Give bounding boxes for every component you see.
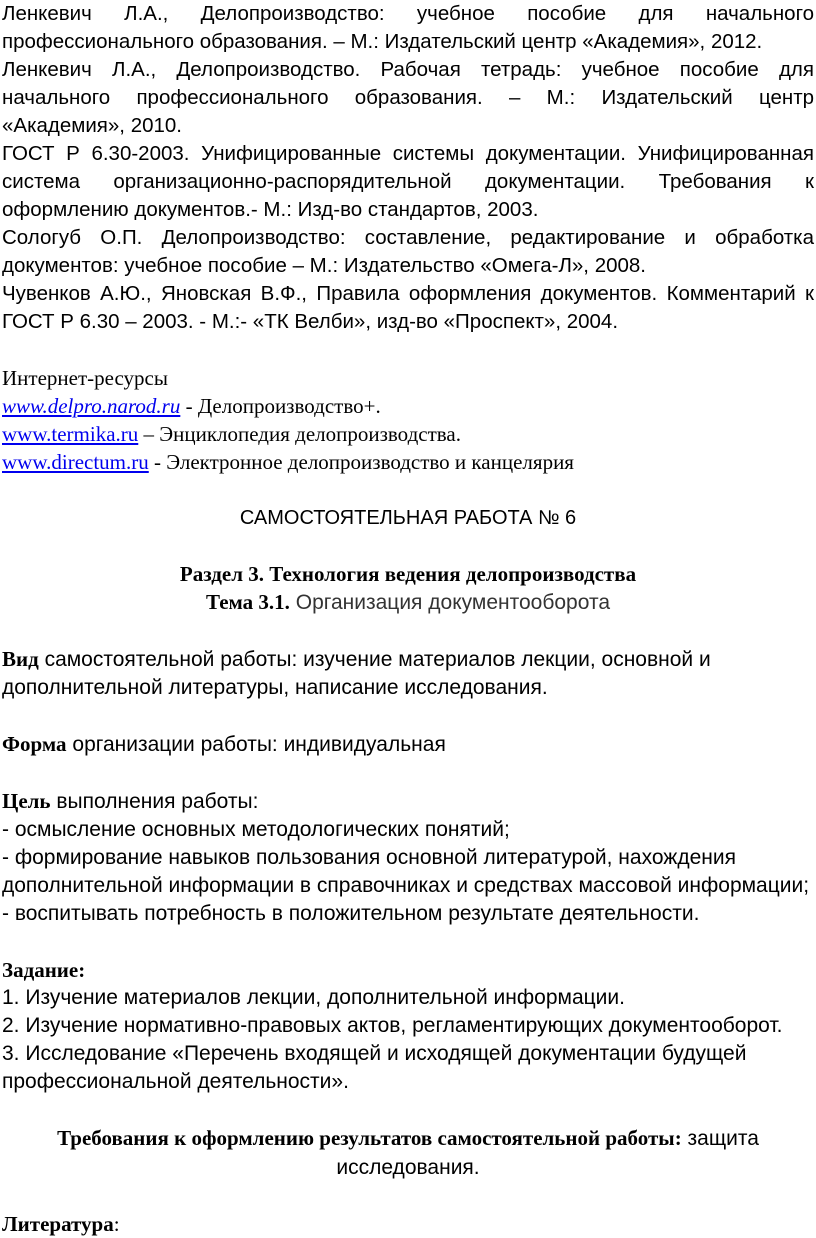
requirements-text: защита исследования. (336, 1127, 759, 1179)
spacer (2, 532, 814, 560)
topic-text: Организация документооборота (289, 591, 611, 614)
requirements-label: Требования к оформлению результатов самостоятельной работы: (57, 1126, 682, 1150)
section-text: Раздел 3. Технология ведения делопроизводства (179, 562, 637, 586)
literature-label: Литература (2, 1212, 114, 1236)
forma-paragraph (2, 730, 814, 759)
termika-link[interactable]: www.termika.ru (2, 422, 139, 446)
task-item-3: 3. Исследование «Перечень входящей и исходящей документации будущей профессиональной деятельности». (2, 1042, 747, 1093)
goal-item-1: - осмысление основных методологических понятий; (2, 818, 510, 841)
spacer (2, 336, 814, 364)
vid-label: Вид (2, 647, 39, 671)
vid-paragraph (2, 645, 814, 702)
goal-heading (2, 787, 814, 816)
goal-label: Цель (2, 789, 51, 813)
spacer (2, 1096, 814, 1124)
spacer (2, 759, 814, 787)
directum-desc: - Электронное делопроизводство и канцелярия (148, 450, 574, 474)
delpro-link[interactable]: www.delpro.narod.ru (2, 394, 181, 418)
reference-1: Ленкевич Л.А., Делопроизводство: учебное пособие для начального профессионального образования. – М.: Издательский центр «Академия», 2012. (2, 2, 814, 53)
internet-link-row-1 (2, 392, 814, 420)
task-heading (2, 956, 814, 984)
spacer (2, 1182, 814, 1210)
spacer (2, 928, 814, 956)
section-title (2, 560, 814, 588)
forma-text: организации работы: индивидуальная (66, 733, 446, 756)
internet-link-row-2 (2, 420, 814, 448)
goal-item-2: - формирование навыков пользования основной литературой, нахождения дополнительной информации в справочниках и средствах массовой информации; (2, 846, 810, 897)
task-item-2: 2. Изучение нормативно-правовых актов, регламентирующих документооборот. (2, 1014, 783, 1037)
requirements-paragraph (2, 1124, 814, 1182)
work-title: САМОСТОЯТЕЛЬНАЯ РАБОТА № 6 (239, 507, 577, 529)
topic-line (2, 588, 814, 617)
literature-heading (2, 1210, 814, 1238)
directum-link[interactable]: www.directum.ru (2, 450, 149, 474)
goal-text: выполнения работы: (50, 790, 259, 813)
delpro-desc: - Делопроизводство+. (180, 394, 381, 418)
task-item-1: 1. Изучение материалов лекции, дополнительной информации. (2, 986, 625, 1009)
termika-desc: – Энциклопедия делопроизводства. (138, 422, 461, 446)
spacer (2, 702, 814, 730)
internet-heading: Интернет-ресурсы (2, 366, 168, 390)
spacer (2, 617, 814, 645)
reference-3: ГОСТ Р 6.30-2003. Унифицированные системы документации. Унифицированная система организационно-распорядительной документации. Требования к оформлению документов.- М.: Изд-во стандартов, 2003. (2, 142, 814, 221)
goal-item-3: - воспитывать потребность в положительном результате деятельности. (2, 902, 700, 925)
vid-text: самостоятельной работы: изучение материалов лекции, основной и дополнительной литературы, написание исследования. (2, 648, 711, 699)
literature-colon: : (113, 1212, 120, 1236)
task-label: Задание: (2, 958, 86, 982)
spacer (2, 476, 814, 504)
reference-5: Чувенков А.Ю., Яновская В.Ф., Правила оформления документов. Комментарий к ГОСТ Р 6.30 – 2003. - М.:- «ТК Велби», изд-во «Проспект», 2004. (2, 282, 814, 333)
reference-4: Сологуб О.П. Делопроизводство: составление, редактирование и обработка документов: учебное пособие – М.: Издательство «Омега-Л», 2008. (2, 226, 814, 277)
reference-2: Ленкевич Л.А., Делопроизводство. Рабочая тетрадь: учебное пособие для начального профессионального образования. – М.: Издательский центр «Академия», 2010. (2, 58, 814, 137)
topic-label: Тема 3.1. (205, 590, 290, 614)
internet-link-row-3 (2, 448, 814, 476)
forma-label: Форма (2, 732, 67, 756)
